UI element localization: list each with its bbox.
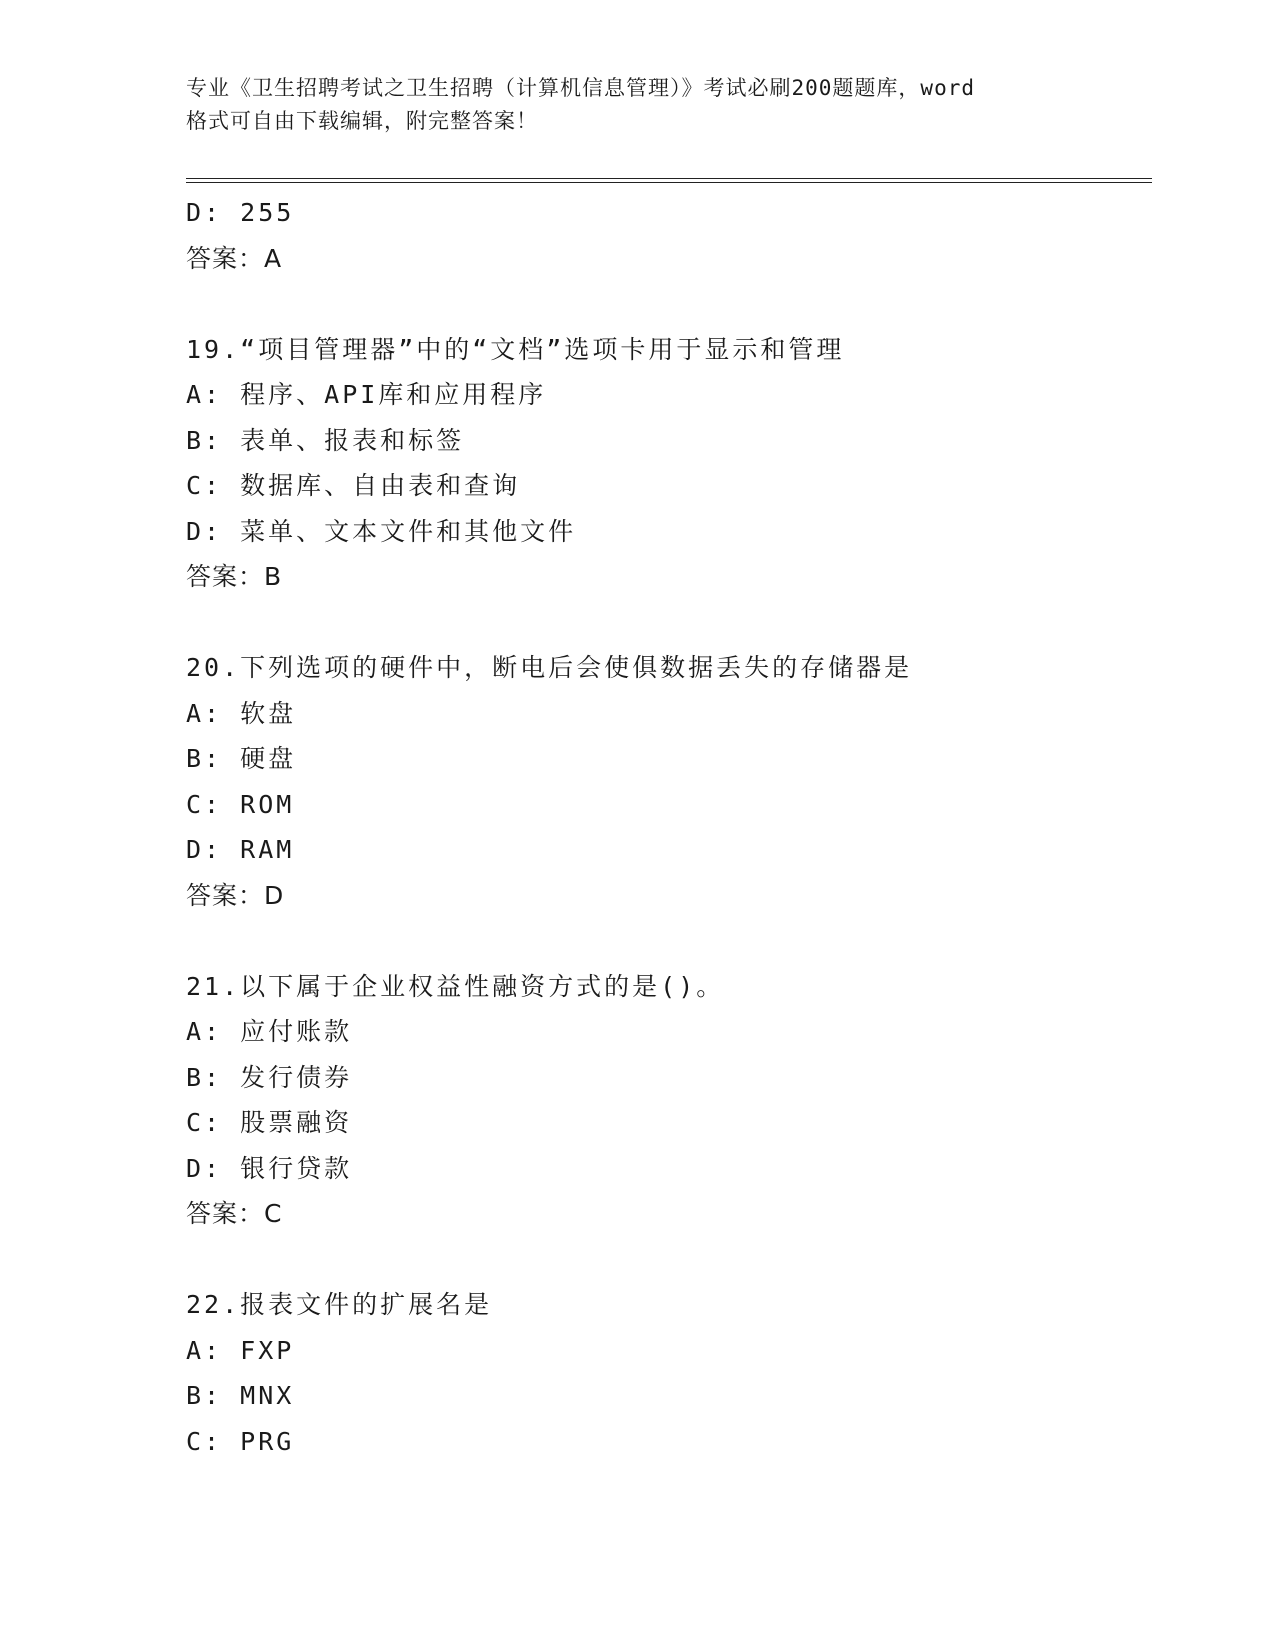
q19-answer: 答案：B bbox=[186, 562, 283, 591]
q21-option-a: A: 应付账款 bbox=[186, 1017, 353, 1046]
document-header bbox=[186, 72, 1086, 138]
q21-answer: 答案：C bbox=[186, 1199, 283, 1228]
question-22: 22.报表文件的扩展名是 bbox=[186, 1290, 493, 1319]
header-divider-bottom bbox=[186, 182, 1152, 183]
header-line-2: 格式可自由下载编辑，附完整答案！ bbox=[186, 109, 538, 133]
question-list bbox=[186, 190, 1146, 1464]
q20-option-a: A: 软盘 bbox=[186, 698, 297, 728]
question-20: 20.下列选项的硬件中，断电后会使俱数据丢失的存储器是 bbox=[186, 653, 913, 682]
prev-option-d: D: 255 bbox=[186, 198, 295, 227]
q22-option-a: A: FXP bbox=[186, 1335, 295, 1365]
q20-option-d: D: RAM bbox=[186, 835, 295, 864]
q21-option-c: C: 股票融资 bbox=[186, 1108, 353, 1137]
q19-option-c: C: 数据库、自由表和查询 bbox=[186, 471, 521, 500]
q21-option-d: D: 银行贷款 bbox=[186, 1153, 353, 1183]
header-line-1: 专业《卫生招聘考试之卫生招聘（计算机信息管理）》考试必刷200题题库，word bbox=[186, 76, 975, 100]
spacer bbox=[186, 600, 1146, 646]
q19-option-d: D: 菜单、文本文件和其他文件 bbox=[186, 516, 577, 546]
q20-option-c: C: ROM bbox=[186, 789, 295, 819]
question-19: 19.“项目管理器”中的“文档”选项卡用于显示和管理 bbox=[186, 334, 845, 364]
q19-option-b: B: 表单、报表和标签 bbox=[186, 425, 465, 455]
q20-answer: 答案：D bbox=[186, 880, 285, 910]
q19-option-a: A: 程序、API库和应用程序 bbox=[186, 380, 547, 409]
spacer bbox=[186, 1237, 1146, 1283]
spacer bbox=[186, 918, 1146, 964]
q22-option-b: B: MNX bbox=[186, 1381, 295, 1410]
prev-answer: 答案：A bbox=[186, 243, 283, 273]
question-21: 21.以下属于企业权益性融资方式的是()。 bbox=[186, 971, 725, 1001]
header-divider-top bbox=[186, 178, 1152, 179]
q22-option-c: C: PRG bbox=[186, 1426, 295, 1456]
q20-option-b: B: 硬盘 bbox=[186, 744, 297, 773]
q21-option-b: B: 发行债券 bbox=[186, 1062, 353, 1092]
spacer bbox=[186, 281, 1146, 327]
